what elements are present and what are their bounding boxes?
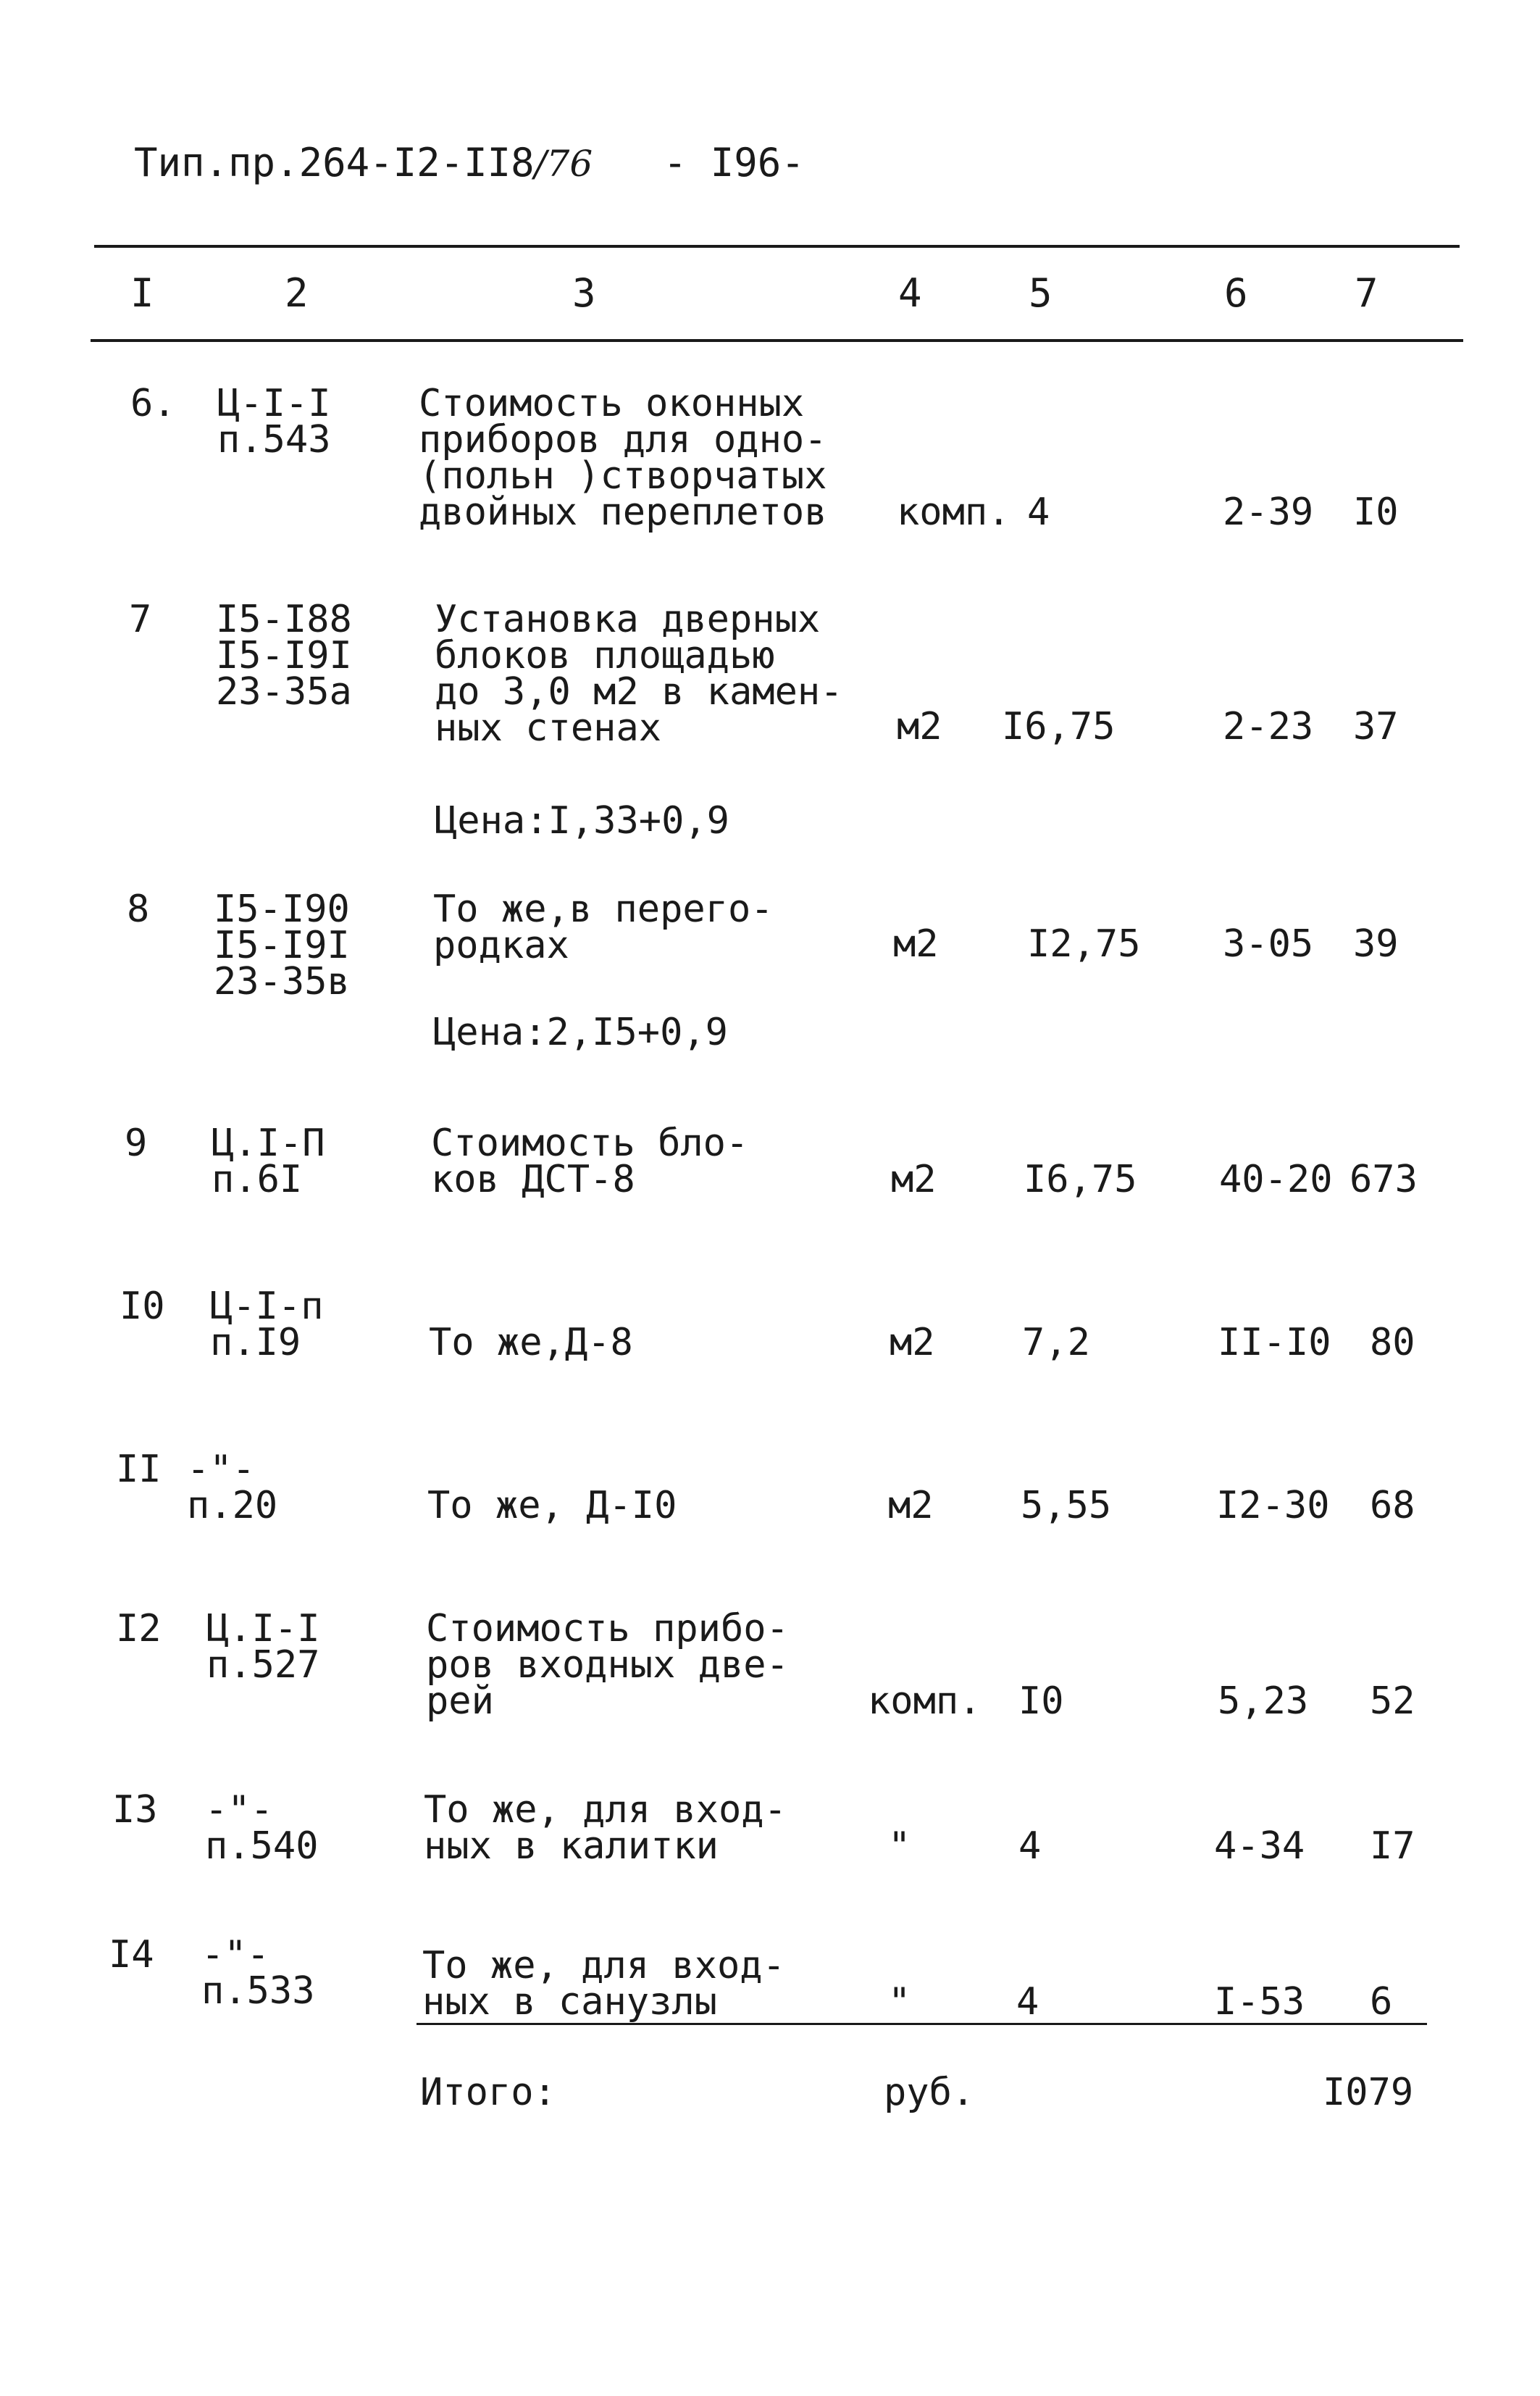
col-header-5: 5 bbox=[1029, 270, 1053, 316]
row-12-unit: комп. bbox=[868, 1679, 982, 1723]
row-14-price: I-53 bbox=[1214, 1980, 1305, 2024]
col-header-1: I bbox=[130, 270, 154, 316]
row-11-total: 68 bbox=[1370, 1484, 1415, 1527]
row-8-unit: м2 bbox=[893, 922, 939, 966]
row-9-desc: Стоимость бло- ков ДСТ-8 bbox=[431, 1122, 749, 1201]
row-8-note: Цена:2,I5+0,9 bbox=[433, 1011, 728, 1054]
row-13-num: I3 bbox=[112, 1788, 158, 1832]
row-10-ref: Ц-I-п п.I9 bbox=[210, 1285, 324, 1364]
row-9-ref: Ц.I-П п.6I bbox=[212, 1122, 325, 1201]
totals-label: Итого: bbox=[420, 2071, 556, 2114]
row-9-unit: м2 bbox=[891, 1158, 937, 1201]
row-10-unit: м2 bbox=[890, 1321, 935, 1364]
row-9-qty: I6,75 bbox=[1024, 1158, 1137, 1201]
row-7-price: 2-23 bbox=[1223, 705, 1314, 748]
row-7-ref: I5-I88 I5-I9I 23-35а bbox=[216, 598, 352, 714]
row-9-total: 673 bbox=[1349, 1158, 1418, 1201]
row-13-total: I7 bbox=[1370, 1824, 1415, 1868]
row-10-num: I0 bbox=[120, 1285, 165, 1328]
row-6-total: I0 bbox=[1353, 491, 1399, 534]
row-14-ref: -"- п.533 bbox=[201, 1933, 315, 2013]
row-11-unit: м2 bbox=[888, 1484, 934, 1527]
col-header-4: 4 bbox=[898, 270, 922, 316]
doc-code: Тип.пр.264-I2-II8 bbox=[134, 140, 535, 185]
row-10-price: II-I0 bbox=[1218, 1321, 1331, 1364]
doc-code-handwritten: /76 bbox=[534, 143, 593, 185]
row-12-num: I2 bbox=[116, 1607, 162, 1650]
row-10-total: 80 bbox=[1370, 1321, 1415, 1364]
row-13-desc: То же, для вход- ных в калитки bbox=[424, 1788, 787, 1868]
table-top-rule bbox=[94, 245, 1460, 248]
row-6-num: 6. bbox=[130, 382, 176, 425]
row-14-desc: То же, для вход- ных в санузлы bbox=[422, 1944, 785, 2024]
col-header-3: 3 bbox=[572, 270, 596, 316]
row-7-unit: м2 bbox=[897, 705, 942, 748]
row-12-price: 5,23 bbox=[1218, 1679, 1309, 1723]
row-6-price: 2-39 bbox=[1223, 491, 1314, 534]
totals-unit: руб. bbox=[884, 2071, 975, 2114]
row-12-desc: Стоимость прибо- ров входных две- рей bbox=[426, 1607, 789, 1723]
row-14-unit: " bbox=[888, 1980, 911, 2024]
row-7-total: 37 bbox=[1353, 705, 1399, 748]
row-11-ref: -"- п.20 bbox=[187, 1448, 278, 1527]
row-11-desc: То же, Д-I0 bbox=[427, 1484, 677, 1527]
row-9-num: 9 bbox=[125, 1122, 148, 1165]
row-8-price: 3-05 bbox=[1223, 922, 1314, 966]
table-header-rule bbox=[91, 339, 1463, 342]
row-6-ref: Ц-I-I п.543 bbox=[217, 382, 331, 462]
row-14-total: 6 bbox=[1370, 1980, 1393, 2024]
totals-rule bbox=[417, 2023, 1427, 2025]
row-7-desc: Установка дверных блоков площадью до 3,0 м2 в камен- ных стенах bbox=[435, 598, 843, 750]
row-11-num: II bbox=[116, 1448, 162, 1491]
row-8-ref: I5-I90 I5-I9I 23-35в bbox=[214, 888, 350, 1003]
row-6-qty: 4 bbox=[1027, 491, 1050, 534]
row-8-num: 8 bbox=[127, 888, 150, 931]
row-7-num: 7 bbox=[129, 598, 152, 641]
col-header-7: 7 bbox=[1355, 270, 1378, 316]
row-10-qty: 7,2 bbox=[1022, 1321, 1090, 1364]
row-13-qty: 4 bbox=[1018, 1824, 1042, 1868]
page-number: - I96- bbox=[663, 140, 805, 185]
row-12-total: 52 bbox=[1370, 1679, 1415, 1723]
row-10-desc: То же,Д-8 bbox=[429, 1321, 633, 1364]
row-13-ref: -"- п.540 bbox=[205, 1788, 319, 1868]
row-8-total: 39 bbox=[1353, 922, 1399, 966]
row-12-qty: I0 bbox=[1018, 1679, 1064, 1723]
row-9-price: 40-20 bbox=[1219, 1158, 1333, 1201]
row-7-note: Цена:I,33+0,9 bbox=[435, 799, 729, 843]
row-11-price: I2-30 bbox=[1216, 1484, 1330, 1527]
row-6-unit: комп. bbox=[897, 491, 1010, 534]
col-header-2: 2 bbox=[285, 270, 309, 316]
document-header bbox=[134, 138, 805, 189]
row-8-qty: I2,75 bbox=[1027, 922, 1141, 966]
row-13-unit: " bbox=[888, 1824, 911, 1868]
row-14-qty: 4 bbox=[1016, 1980, 1039, 2024]
row-7-qty: I6,75 bbox=[1002, 705, 1116, 748]
row-11-qty: 5,55 bbox=[1021, 1484, 1112, 1527]
row-8-desc: То же,в перего- родках bbox=[433, 888, 774, 967]
row-13-price: 4-34 bbox=[1214, 1824, 1305, 1868]
row-6-desc: Стоимость оконных приборов для одно- (польн )створчатых двойных переплетов bbox=[419, 382, 827, 534]
col-header-6: 6 bbox=[1224, 270, 1248, 316]
row-14-num: I4 bbox=[109, 1933, 154, 1977]
totals-value: I079 bbox=[1323, 2071, 1414, 2114]
row-12-ref: Ц.I-I п.527 bbox=[206, 1607, 320, 1687]
